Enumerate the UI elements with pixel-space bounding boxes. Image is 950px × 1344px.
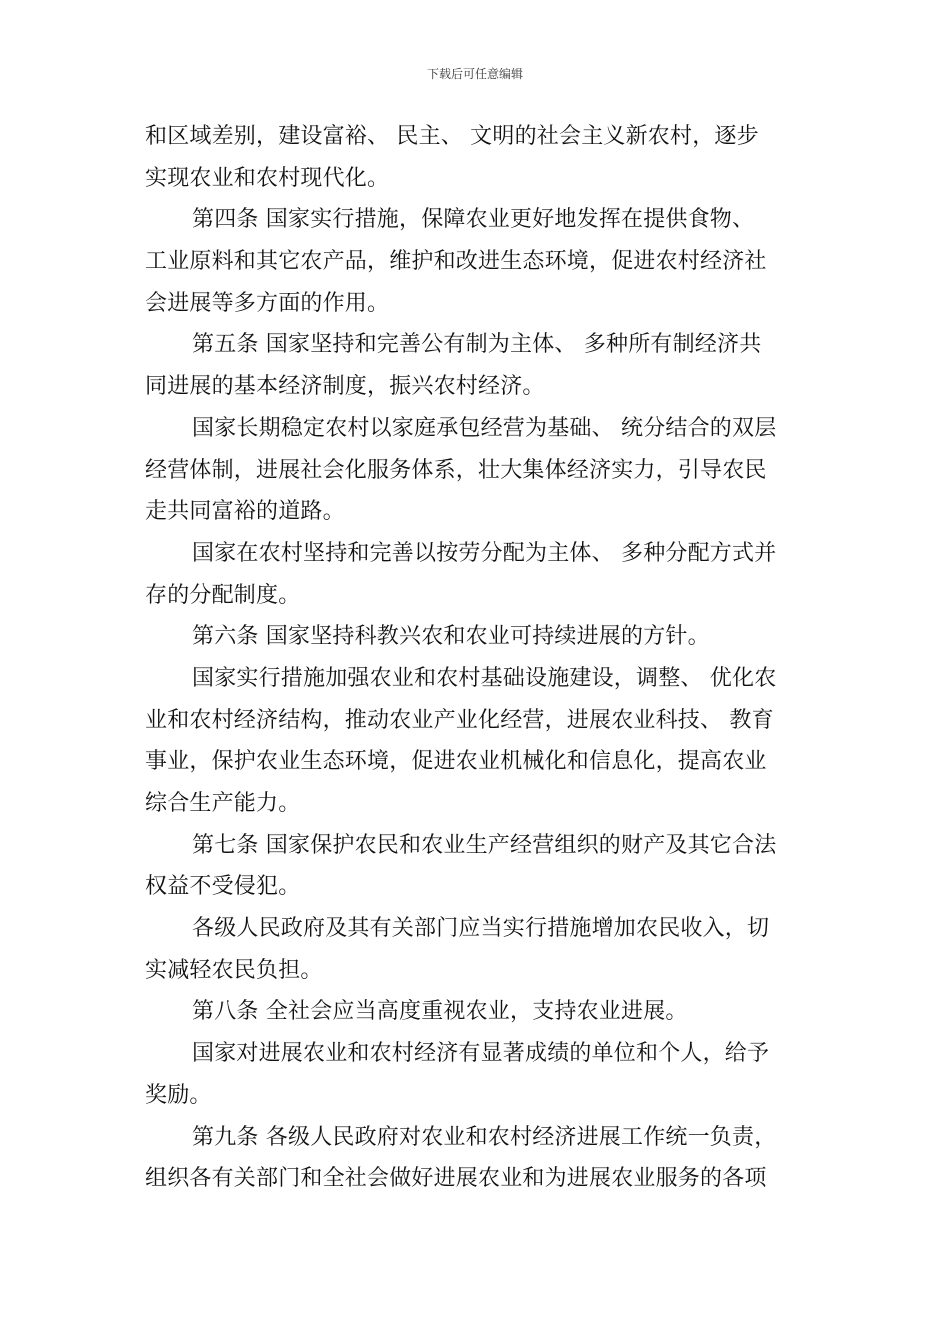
text-line: 国家长期稳定农村以家庭承包经营为基础、 统分结合的双层 (192, 415, 777, 441)
page-header: 下载后可任意编辑 (426, 67, 523, 81)
text-line: 会进展等多方面的作用。 (145, 290, 390, 316)
text-line: 业和农村经济结构，推动农业产业化经营，进展农业科技、 教育 (145, 707, 774, 733)
text-line: 综合生产能力。 (145, 791, 301, 816)
text-line: 第四条 国家实行措施，保障农业更好地发挥在提供食物、 (192, 207, 755, 233)
text-line: 第五条 国家坚持和完善公有制为主体、 多种所有制经济共 (192, 332, 762, 358)
text-line: 存的分配制度。 (145, 582, 301, 608)
text-line: 和区域差别，建设富裕、 民主、 文明的社会主义新农村，逐步 (145, 124, 759, 149)
text-line: 权益不受侵犯。 (145, 874, 301, 900)
text-line: 各级人民政府及其有关部门应当实行措施增加农民收入，切 (192, 916, 770, 942)
text-line: 实现农业和农村现代化。 (145, 165, 390, 191)
text-line: 第九条 各级人民政府对农业和农村经济进展工作统一负责， (192, 1124, 777, 1150)
text-line: 国家对进展农业和农村经济有显著成绩的单位和个人，给予 (192, 1041, 770, 1067)
text-line: 同进展的基本经济制度，振兴农村经济。 (145, 374, 545, 400)
text-line: 国家实行措施加强农业和农村基础设施建设，调整、 优化农 (192, 665, 777, 691)
text-line: 第七条 国家保护农民和农业生产经营组织的财产及其它合法 (192, 832, 777, 858)
text-line: 奖励。 (145, 1082, 212, 1108)
document-body (145, 116, 810, 1200)
text-line: 走共同富裕的道路。 (145, 499, 345, 525)
text-line: 工业原料和其它农产品，维护和改进生态环境，促进农村经济社 (145, 249, 767, 275)
text-line: 第八条 全社会应当高度重视农业，支持农业进展。 (192, 999, 688, 1025)
text-line: 组织各有关部门和全社会做好进展农业和为进展农业服务的各项 (145, 1166, 767, 1192)
text-line: 事业，保护农业生态环境，促进农业机械化和信息化，提高农业 (145, 749, 767, 775)
text-line: 第六条 国家坚持科教兴农和农业可持续进展的方针。 (192, 624, 710, 650)
text-line: 经营体制，进展社会化服务体系，壮大集体经济实力，引导农民 (145, 457, 767, 483)
text-line: 实减轻农民负担。 (145, 957, 323, 983)
text-line: 国家在农村坚持和完善以按劳分配为主体、 多种分配方式并 (192, 540, 777, 566)
